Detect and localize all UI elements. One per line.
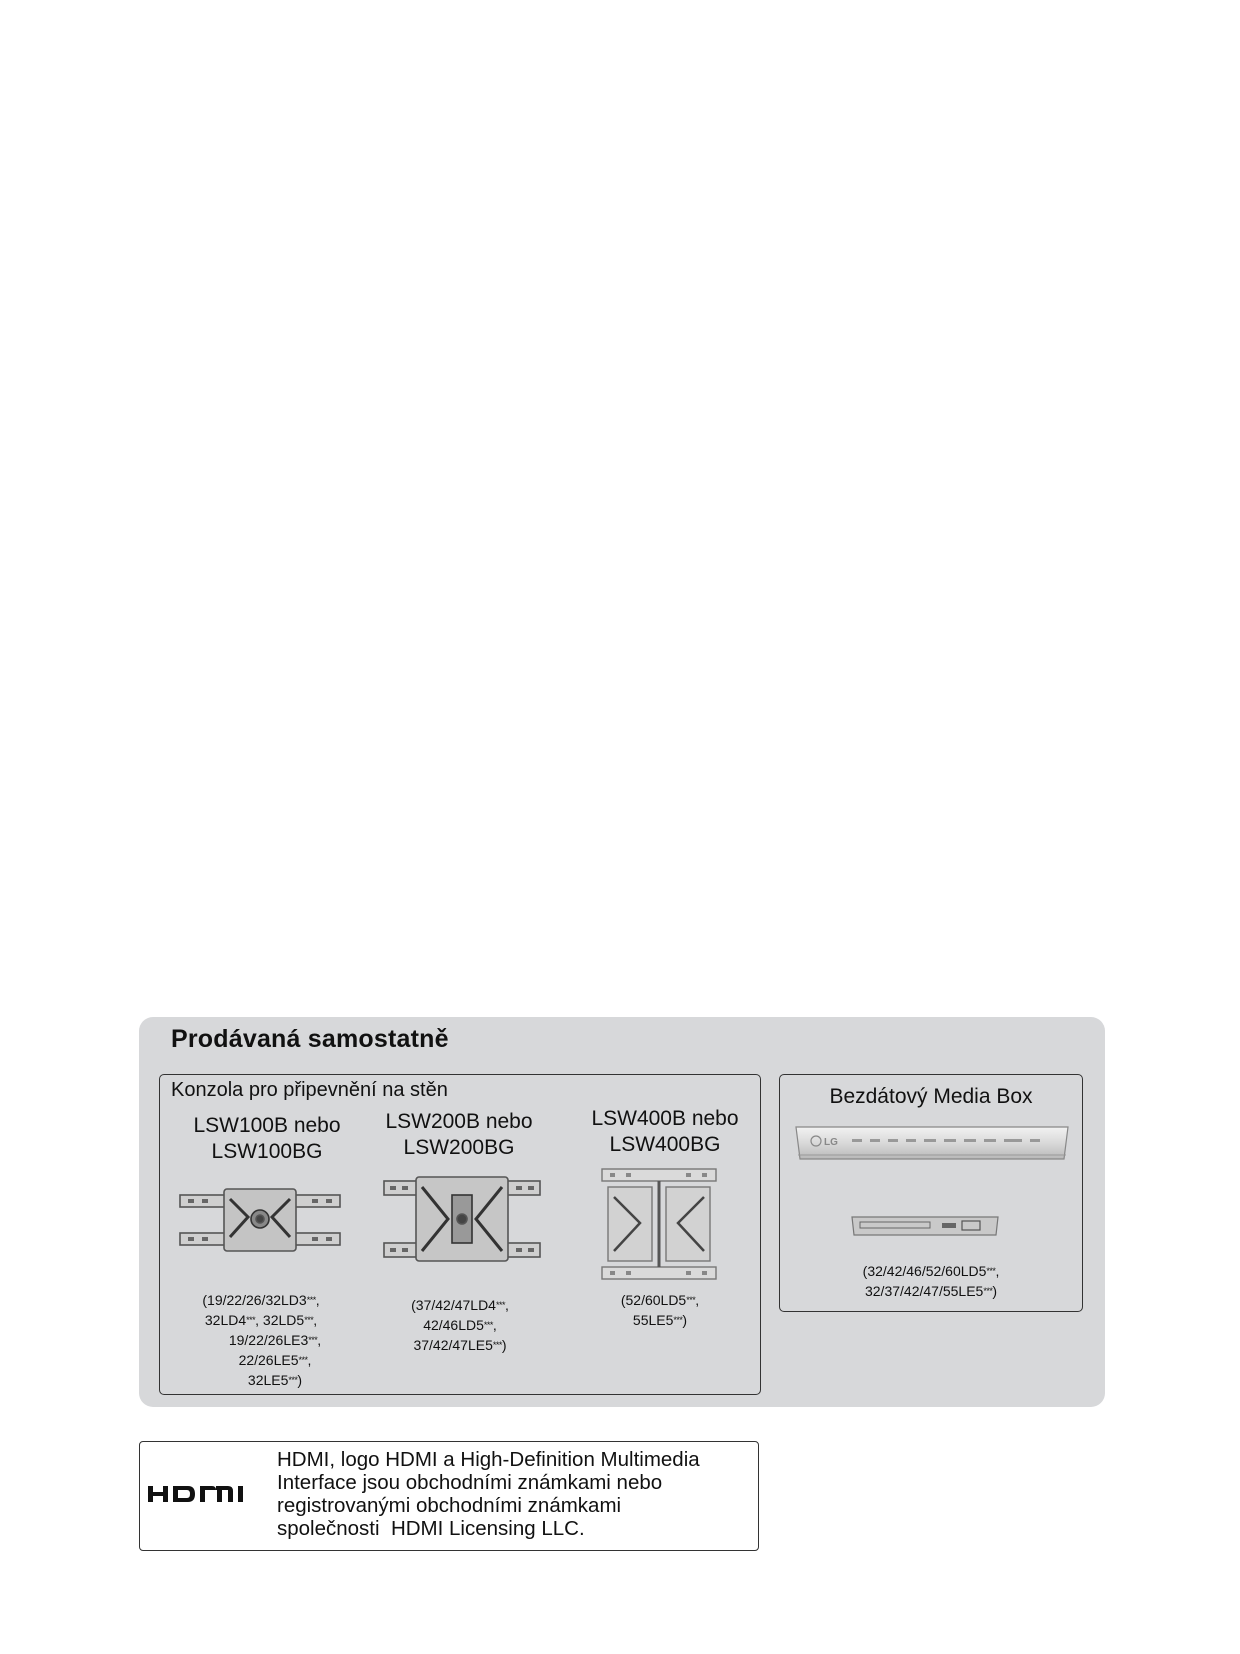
compat-line: 22/26LE5***, [238,1352,312,1368]
compat-line: (32/42/46/52/60LD5***, [862,1263,1000,1279]
hdmi-trademark-text [277,1448,747,1540]
model-suffix-stars: *** [304,1315,314,1325]
model-name-line2: LSW100BG [211,1140,323,1163]
model-suffix-stars: *** [288,1375,298,1385]
model-suffix-stars: *** [298,1355,308,1365]
compat-line: (37/42/47LD4***, [411,1297,509,1313]
lg-logo: LG [824,1137,838,1148]
media-box-compat [780,1261,1082,1301]
compat-line: 32LD4***, 32LD5***, [204,1312,318,1328]
hdmi-text-line: HDMI, logo HDMI a High-Definition Multimedia [277,1448,700,1471]
compat-line: 32/37/42/47/55LE5***) [864,1283,998,1299]
hdmi-trademark-notice [139,1441,759,1551]
wall-bracket-lsw200-image [382,1175,542,1265]
model-compat-lsw200 [390,1295,530,1355]
compat-line: (52/60LD5***, [620,1292,700,1308]
compat-line: 55LE5***) [632,1312,688,1328]
hdmi-text-line: Interface jsou obchodními známkami nebo [277,1471,663,1494]
sold-separately-panel [139,1017,1105,1407]
bracket-model-lsw200 [370,1109,548,1161]
media-box-heading: Bezdátový Media Box [829,1085,1033,1108]
model-suffix-stars: *** [483,1320,493,1330]
hdmi-text-line: registrovanými obchodními známkami [277,1494,622,1517]
model-suffix-stars: *** [306,1295,316,1305]
hdmi-logo [146,1479,256,1509]
wall-bracket-lsw400-image [600,1167,718,1283]
model-name-line1: LSW100B nebo [193,1114,341,1137]
model-name-line1: LSW200B nebo [385,1110,533,1133]
section-title: Prodávaná samostatně [171,1025,449,1053]
compat-line: (19/22/26/32LD3***, [202,1292,320,1308]
model-suffix-stars: *** [492,1340,502,1350]
model-name-line2: LSW200BG [403,1136,515,1159]
compat-line: 19/22/26LE3***, [228,1332,322,1348]
compat-line: 42/46LD5***, [423,1317,497,1333]
model-name-line1: LSW400B nebo [591,1107,739,1130]
model-suffix-stars: *** [495,1300,505,1310]
media-box-box [779,1074,1083,1312]
compat-line: 37/42/47LE5***) [413,1337,507,1353]
model-suffix-stars: *** [673,1315,683,1325]
media-box-back-image [850,1213,1000,1239]
media-box-front-image [794,1123,1070,1163]
bracket-model-lsw400 [576,1106,754,1158]
wall-bracket-lsw100-image [178,1187,342,1255]
model-suffix-stars: *** [308,1335,318,1345]
wall-bracket-heading: Konzola pro připevnění na stěn [171,1079,448,1101]
hdmi-text-line: společnosti HDMI Licensing LLC. [277,1517,585,1540]
model-compat-lsw400 [600,1290,720,1330]
model-compat-lsw100 [196,1290,326,1390]
model-suffix-stars: *** [686,1295,696,1305]
model-suffix-stars: *** [246,1315,256,1325]
model-name-line2: LSW400BG [609,1133,721,1156]
bracket-model-lsw100 [178,1113,356,1165]
compat-line: 32LE5***) [247,1372,303,1388]
model-suffix-stars: *** [983,1286,993,1296]
wall-bracket-box [159,1074,761,1395]
model-suffix-stars: *** [986,1266,996,1276]
